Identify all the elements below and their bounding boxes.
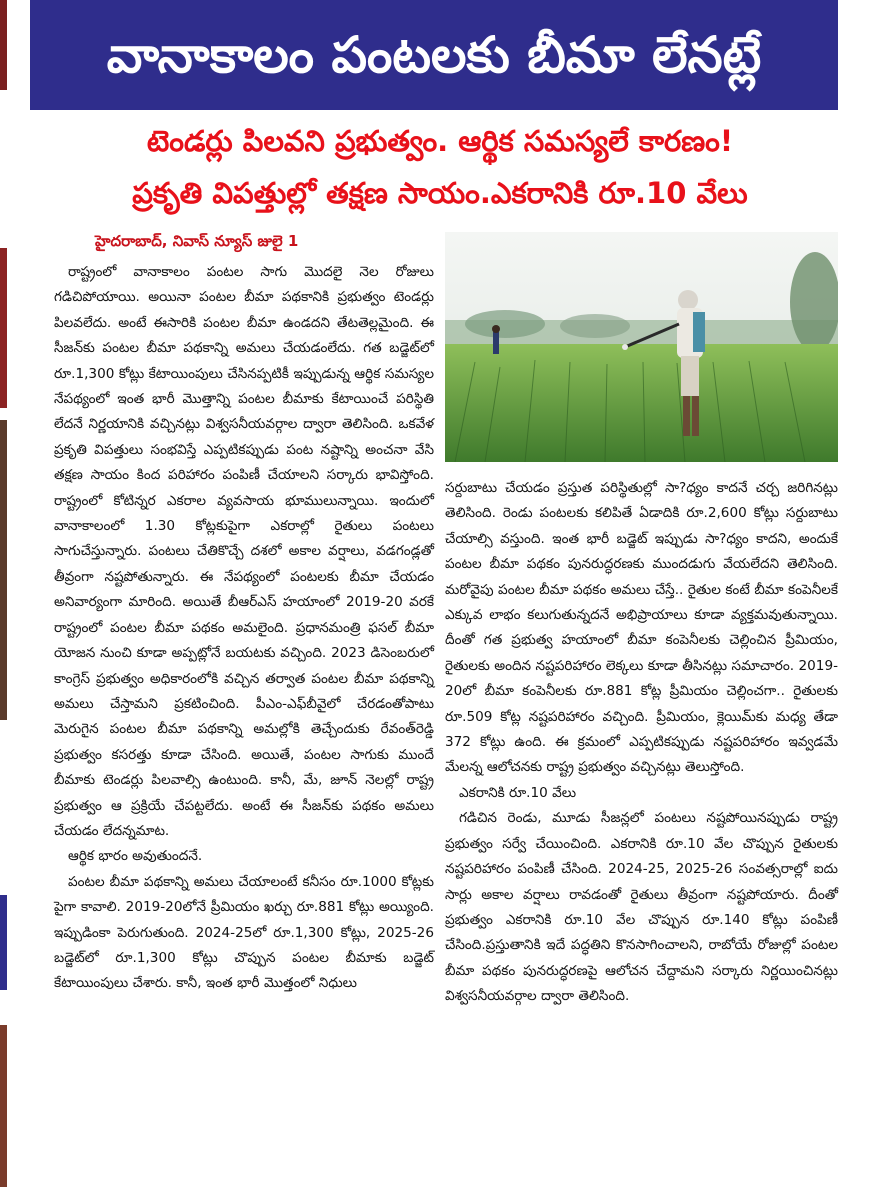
paragraph: పంటల బీమా పథకాన్ని అమలు చేయాలంటే కనీసం రూ.1000 కోట్లకు పైగా కావాలి. 2019-20లోనే ప్రీమియం ఖర్చు రూ.881 కోట్లు అయ్యింది. ఇప్పుడింకా పెరుగుతుంది. 2024-25లో రూ.1,300 కోట్లు, 2025-26 బడ్జెట్‌లో రూ.1,300 కోట్లు చొప్పున పంటల బీమాకు బడ్జెట్ కేటాయింపులు చేశారు. కానీ, ఇంత భారీ మొత్తంలో నిధులు xyxy=(54,873,434,992)
subheadline-2: ప్రకృతి విపత్తుల్లో తక్షణ సాయం.ఎకరానికి రూ.10 వేలు xyxy=(132,176,748,210)
paragraph: రాష్ట్రంలో వానాకాలం పంటల సాగు మొదలై నెల రోజులు గడిచిపోయాయి. అయినా పంటల బీమా పథకానికి ప్రభుత్వం టెండర్లు పిలవలేదు. అంటే ఈసారికి పంటల బీమా ఉండదని తేటతెల్లమైంది. ఈ సీజన్‌కు పంటల బీమా పథకాన్ని అమలు చేయడంలేదు. గత బడ్జెట్‌లో రూ.1,300 కోట్లు కేటాయింపులు చేసినప్పటికీ ఇప్పుడున్న ఆర్థిక సమస్యల నేపథ్యంలో ఇంత భారీ మొత్తాన్ని పంటల బీమాకు కేటాయించే పరిస్థితి లేదనే నిర్ణయానికి వచ్చినట్లు విశ్వసనీయవర్గాల ద్వారా తెలిసింది. ఒకవేళ ప్రకృతి విపత్తులు సంభవిస్తే ఎప్పటికప్పుడు పంట నష్టాన్ని అంచనా వేసి తక్షణ సాయం కింద పరిహారం పంపిణీ చేయాలని సర్కారు భావిస్తోంది. రాష్ట్రంలో కోటిన్నర ఎకరాల వ్యవసాయ భూములున్నాయి. ఇందులో వానాకాలంలో 1.30 కోట్లకుపైగా ఎకరాల్లో రైతులు పంటలు సాగుచేస్తున్నారు. పంటలు చేతికొచ్చే దశలో అకాల వర్షాలు, వడగండ్లతో తీవ్రంగా నష్టపోతున్నారు. ఈ నేపథ్యంలో పంటలకు బీమా చేయడం అనివార్యంగా మారింది. అయితే బీఆర్‌ఎస్ హయాంలో 2019-20 వరకే రాష్ట్రంలో పంటల బీమా పథకం అమలైంది. ప్రధానమంత్రి ఫసల్ బీమా యోజన నుంచి కూడా అప్పట్లోనే బయటకు వచ్చింది. 2023 డిసెంబరులో కాంగ్రెస్ ప్రభుత్వం అధికారంలోకి వచ్చిన తర్వాత పంటల బీమా పథకాన్ని అమలు చేస్తామని ప్రకటించింది. పీఎం-ఎఫ్‌బీవైలో చేరడంతోపాటు మెరుగైన పంటల బీమా పథకాన్ని అమల్లోకి తెచ్చేందుకు రేవంత్‌రెడ్డి ప్రభుత్వం కసరత్తు కూడా చేసింది. అయితే, పంటల సాగుకు ముందే బీమాకు టెండర్లు పిలవాల్సి ఉంటుంది. కానీ, మే, జూన్ నెలల్లో రాష్ట్ర ప్రభుత్వం ఆ ప్రక్రియే చేపట్టలేదు. అంటే ఈ సీజన్‌కు పథకం అమలు చేయడం లేదన్నమాట. xyxy=(54,264,434,839)
paragraph: గడిచిన రెండు, మూడు సీజన్లలో పంటలు నష్టపోయినప్పుడు రాష్ట్ర ప్రభుత్వం సర్వే చేయించింది. ఎకరానికి రూ.10 వేల చొప్పున రైతులకు నష్టపరిహారం పంపిణీ చేసింది. 2024-25, 2025-26 సంవత్సరాల్లో ఐదు సార్లు అకాల వర్షాలు రావడంతో రైతులు తీవ్రంగా నష్టపోయారు. దీంతో ప్రభుత్వం ఎకరానికి రూ.10 వేల చొప్పున రూ.140 కోట్లు పంపిణీ చేసింది.ప్రస్తుతానికి ఇదే పద్ధతిని కొనసాగించాలని, రాబోయే రోజుల్లో పంటల బీమా పథకం పునరుద్ధరణపై ఆలోచన చేద్దామని సర్కారు నిర్ణయించినట్లు విశ్వసనీయవర్గాల ద్వారా తెలిసింది. xyxy=(445,810,838,1005)
article-column-left xyxy=(54,260,434,997)
dateline: హైదరాబాద్, నివాస్ న్యూస్ జులై 1 xyxy=(95,232,299,250)
neighbour-clipping-edge xyxy=(0,0,10,1187)
section-subhead: ఆర్థిక భారం అవుతుందనే. xyxy=(68,848,203,865)
paragraph: సర్దుబాటు చేయడం ప్రస్తుత పరిస్థితుల్లో సా?ధ్యం కాదనే చర్చ జరిగినట్లు తెలిసింది. రెండు పంటలకు కలిపితే ఏడాదికి రూ.2,600 కోట్లు సర్దుబాటు చేయాల్సి వస్తుంది. ఇంత భారీ బడ్జెట్ ఇప్పుడు సా?ధ్యం కాదని, అందుకే పంటల బీమా పథకం పునరుద్ధరణకు ముందడుగు వేయలేదని తెలిసింది. మరోవైపు పంటల బీమా పథకం అమలు చేస్తే.. రైతుల కంటే బీమా కంపెనీలకే ఎక్కువ లాభం కలుగుతున్నదనే అభిప్రాయాలు కూడా వ్యక్తమవుతున్నాయి. దీంతో గత ప్రభుత్వ హయాంలో బీమా కంపెనీలకు చెల్లించిన ప్రీమియం, రైతులకు అందిన నష్టపరిహారం లెక్కలు కూడా తీసినట్లు సమాచారం. 2019-20లో బీమా కంపెనీలకు రూ.881 కోట్ల ప్రీమియం చెల్లించగా.. రైతులకు రూ.509 కోట్ల నష్టపరిహారం వచ్చింది. ప్రీమియం, క్లెయిమ్‌కు మధ్య తేడా 372 కోట్లు ఉంది. ఈ క్రమంలో ఎప్పటికప్పుడు నష్టపరిహారం ఇవ్వడమే మేలన్న ఆలోచనకు రాష్ట్ర ప్రభుత్వం వచ్చినట్లు తెలుస్తోంది. xyxy=(445,480,838,776)
farmer-spraying-photo xyxy=(445,232,838,462)
subheadline-1: టెండర్లు పిలవని ప్రభుత్వం. ఆర్థిక సమస్యలే కారణం! xyxy=(146,124,734,158)
section-subhead: ఎకరానికి రూ.10 వేలు xyxy=(459,784,577,801)
article-column-right xyxy=(445,476,838,1010)
headline-banner xyxy=(30,0,838,110)
farmer-spraying-paddy-field-image xyxy=(445,232,838,462)
headline: వానాకాలం పంటలకు బీమా లేనట్లే xyxy=(106,26,762,84)
